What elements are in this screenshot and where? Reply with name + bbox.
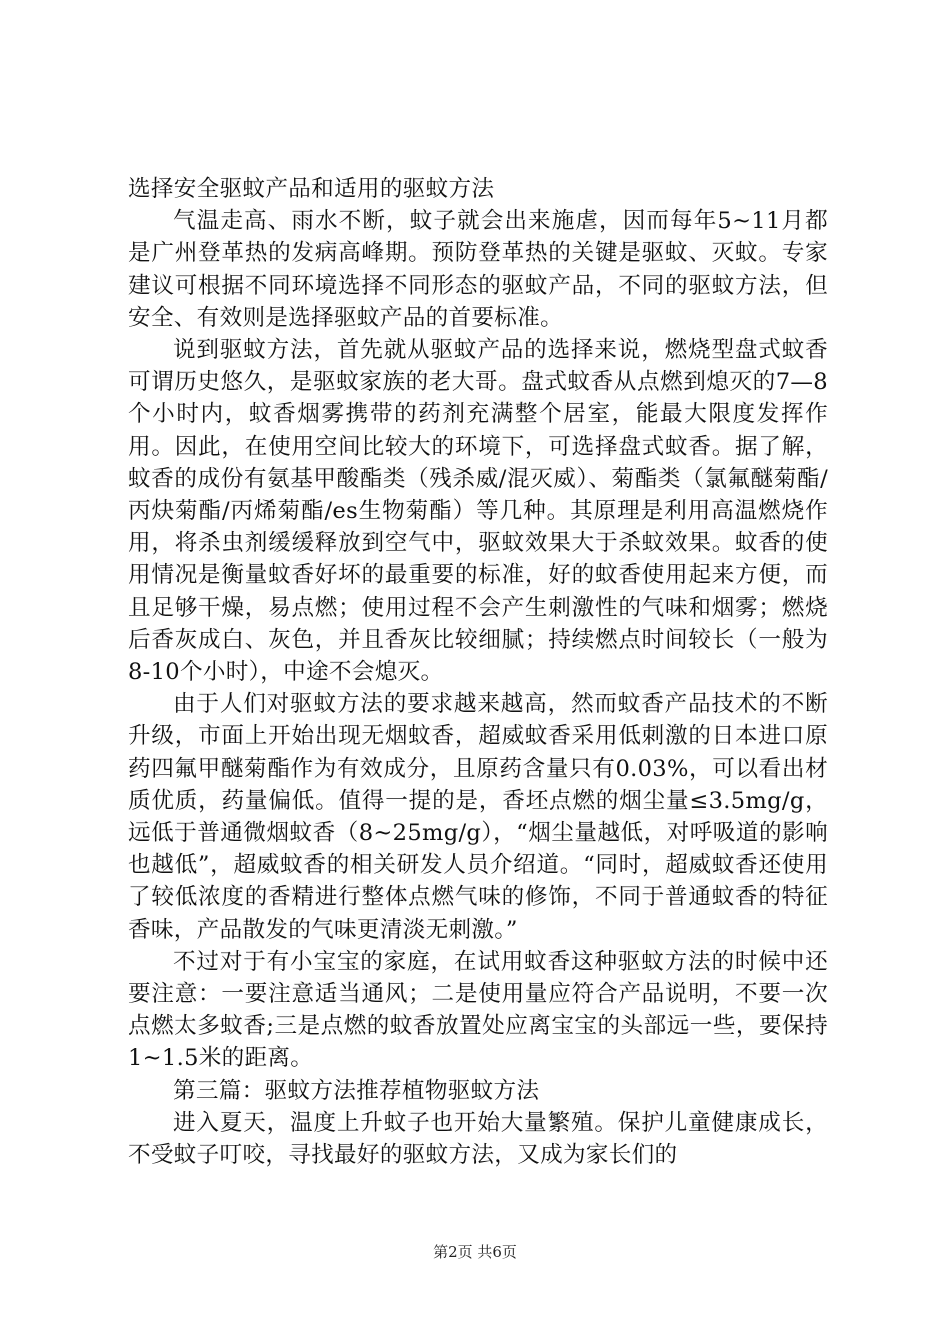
document-body [128,173,828,1171]
section-heading: 第三篇：驱蚊方法推荐植物驱蚊方法 [173,1077,540,1104]
document-title: 选择安全驱蚊产品和适用的驱蚊方法 [128,176,495,202]
paragraph-5: 进入夏天，温度上升蚊子也开始大量繁殖。保护儿童健康成长，不受蚊子叮咬，寻找最好的驱蚊方法，又成为家长们的 [128,1109,828,1169]
paragraph-3: 由于人们对驱蚊方法的要求越来越高，然而蚊香产品技术的不断升级，市面上开始出现无烟蚊香，超威蚊香采用低刺激的日本进口原药四氟甲醚菊酯作为有效成分，且原药含量只有0.03%，可以看出材质优质，药量偏低。值得一提的是，香坯点燃的烟尘量≤3.5mg/g，远低于普通微烟蚊香（8~25mg/g），“烟尘量越低，对呼吸道的影响也越低”，超威蚊香的相关研发人员介绍道。“同时，超威蚊香还使用了较低浓度的香精进行整体点燃气味的修饰，不同于普通蚊香的特征香味，产品散发的气味更清淡无刺激。” [128,691,828,943]
page-footer: 第2页 共6页 [433,1243,517,1261]
paragraph-2: 说到驱蚊方法，首先就从驱蚊产品的选择来说，燃烧型盘式蚊香可谓历史悠久，是驱蚊家族的老大哥。盘式蚊香从点燃到熄灭的7—8个小时内，蚊香烟雾携带的药剂充满整个居室，能最大限度发挥作用。因此，在使用空间比较大的环境下，可选择盘式蚊香。据了解，蚊香的成份有氨基甲酸酯类（残杀威/混灭威）、菊酯类（氯氟醚菊酯/丙炔菊酯/丙烯菊酯/es生物菊酯）等几种。其原理是利用高温燃烧作用，将杀虫剂缓缓释放到空气中，驱蚊效果大于杀蚊效果。蚊香的使用情况是衡量蚊香好坏的最重要的标准，好的蚊香使用起来方便，而且足够干燥，易点燃；使用过程不会产生刺激性的气味和烟雾；燃烧后香灰成白、灰色，并且香灰比较细腻；持续燃点时间较长（一般为8-10个小时），中途不会熄灭。 [128,337,828,686]
paragraph-4: 不过对于有小宝宝的家庭，在试用蚊香这种驱蚊方法的时候中还要注意：一要注意适当通风；二是使用量应符合产品说明，不要一次点燃太多蚊香;三是点燃的蚊香放置处应离宝宝的头部远一些，要保持1~1.5米的距离。 [128,948,828,1072]
paragraph-1: 气温走高、雨水不断，蚊子就会出来施虐，因而每年5~11月都是广州登革热的发病高峰期。预防登革热的关键是驱蚊、灭蚊。专家建议可根据不同环境选择不同形态的驱蚊产品，不同的驱蚊方法，但安全、有效则是选择驱蚊产品的首要标准。 [128,208,828,331]
